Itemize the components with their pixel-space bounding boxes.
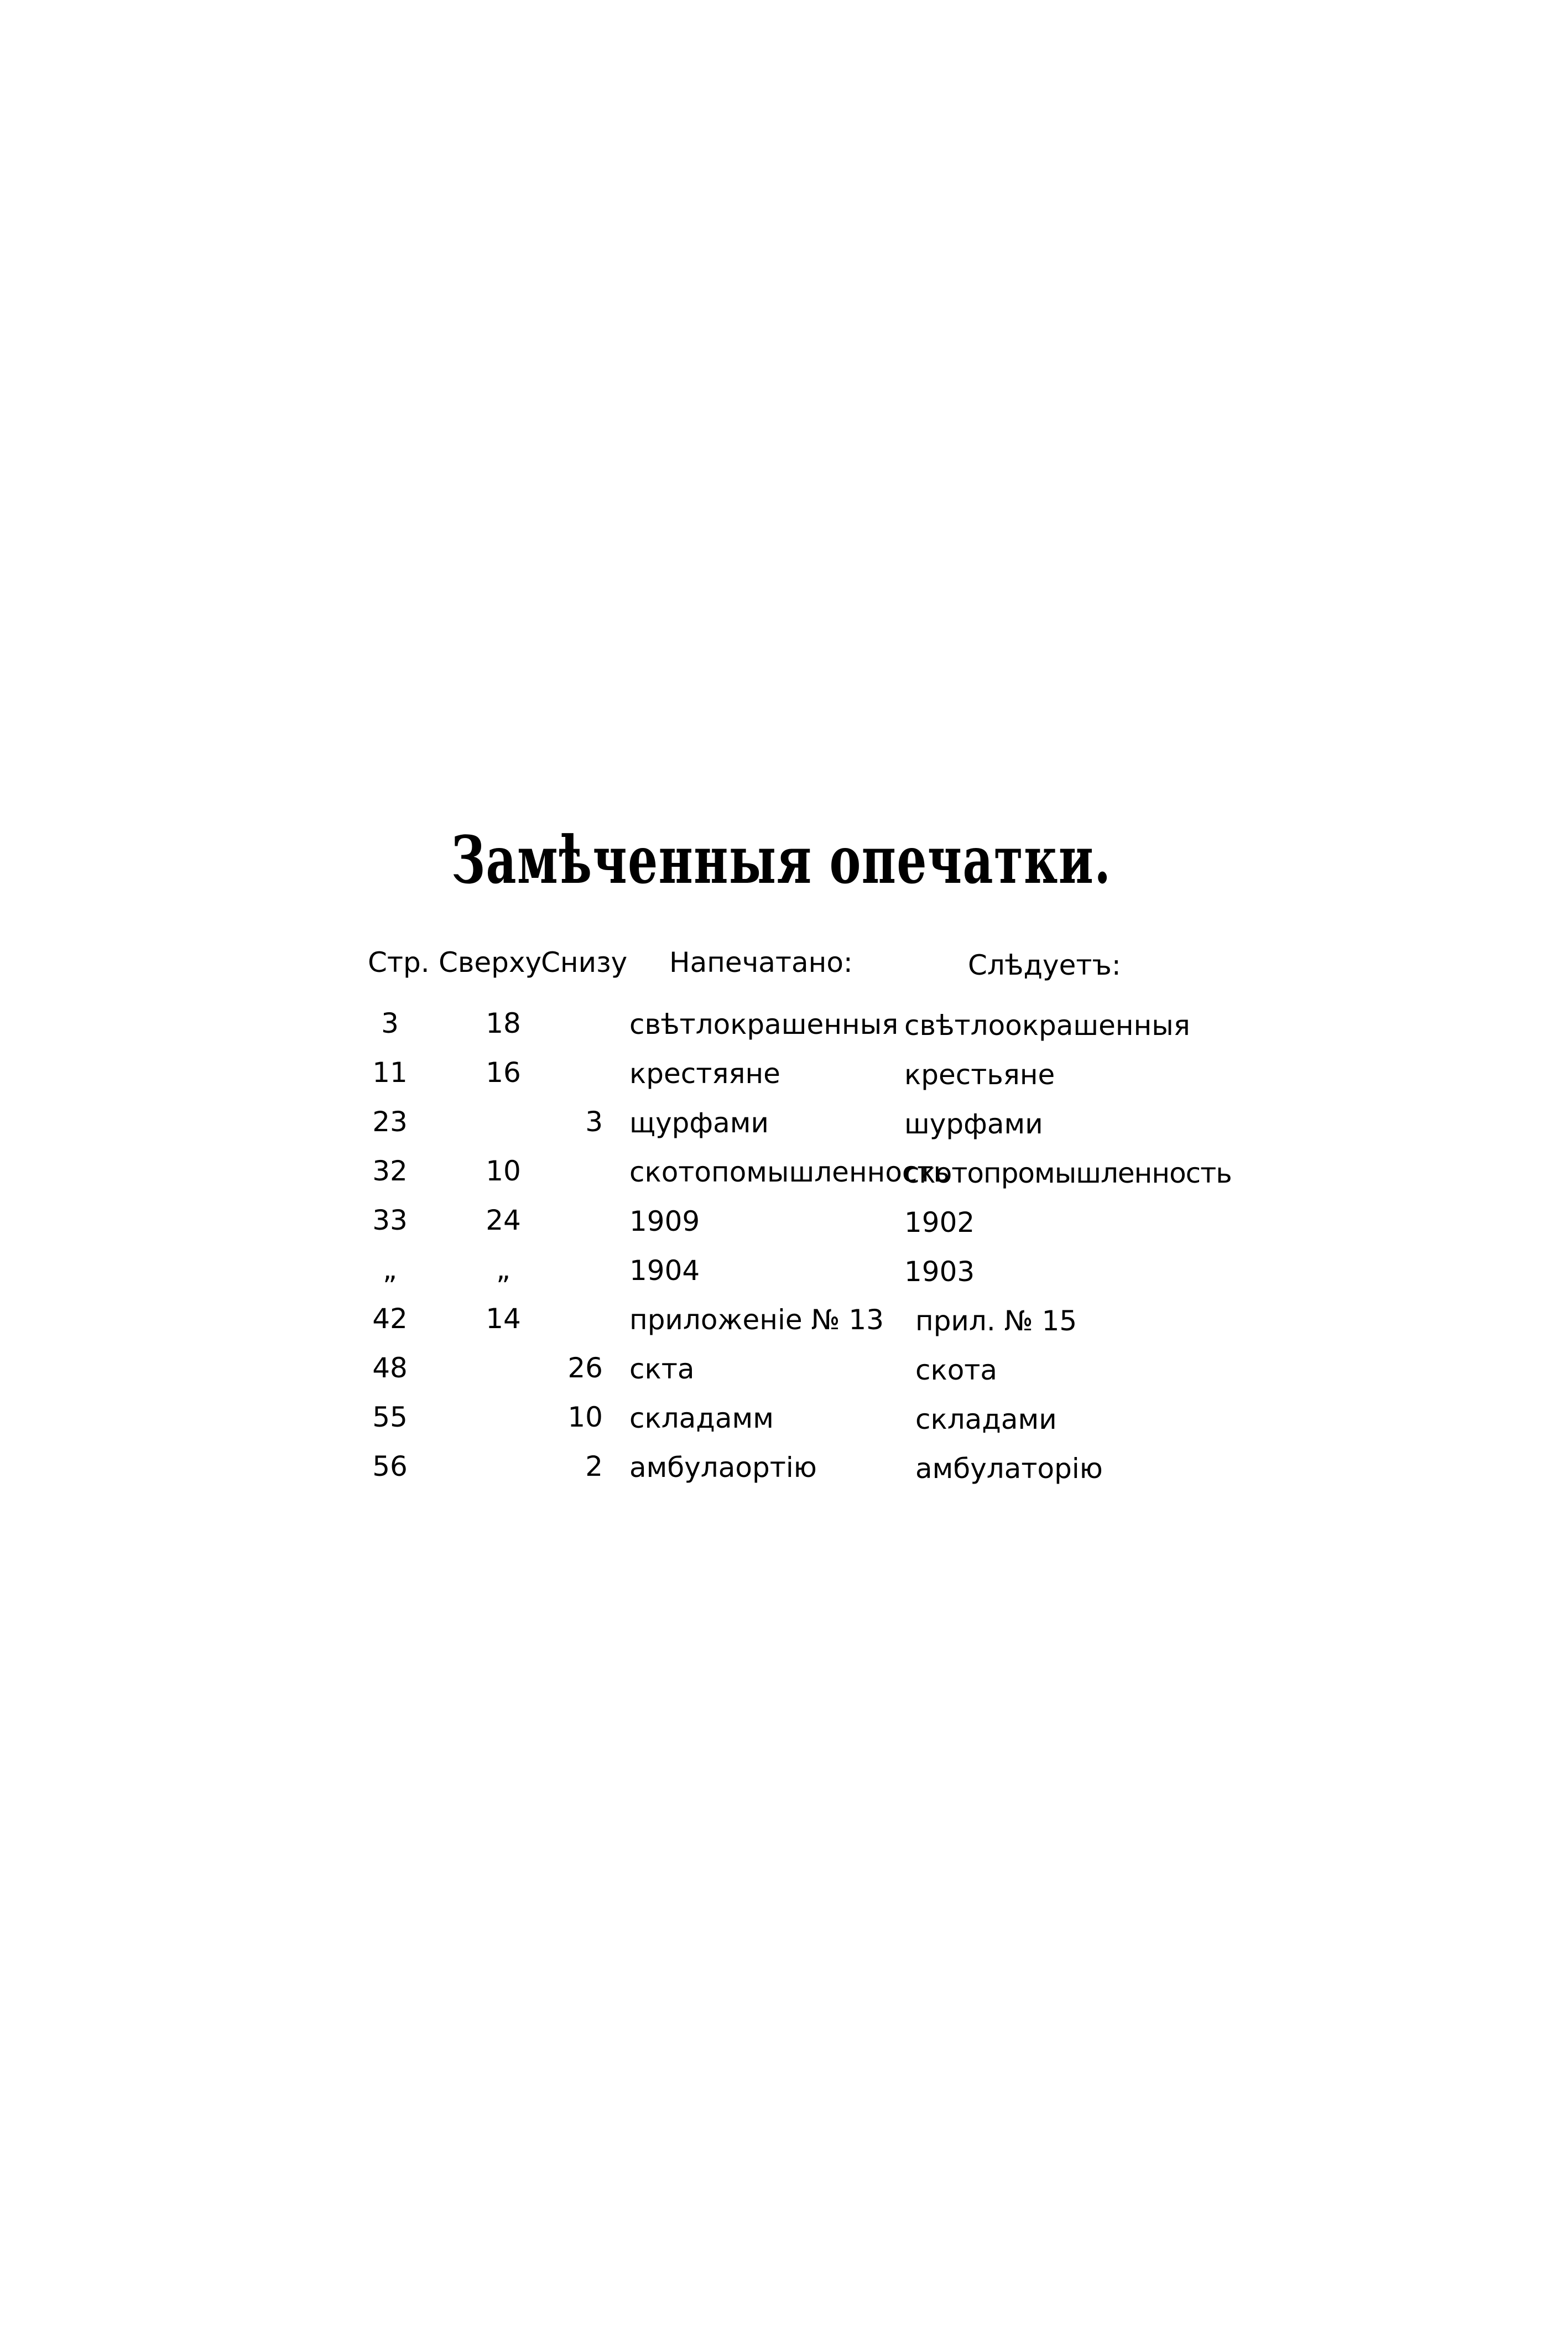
row-correct: 1903 [904, 1256, 975, 1288]
row-top: 10 [486, 1155, 521, 1187]
row-printed: скта [629, 1353, 695, 1385]
page-title: Замѣченныя опечатки. [451, 821, 1112, 898]
row-bottom: 2 [585, 1450, 603, 1482]
row-bottom: 10 [567, 1401, 603, 1433]
row-printed: свѣтлокрашенныя [629, 1008, 899, 1040]
row-printed: амбулаортiю [629, 1451, 817, 1484]
row-top: 14 [486, 1303, 521, 1335]
row-correct: свѣтлоокрашенныя [904, 1010, 1190, 1042]
row-page: 23 [372, 1106, 408, 1138]
row-page: 48 [372, 1352, 408, 1384]
row-top: 24 [486, 1204, 521, 1236]
row-page: 32 [372, 1155, 408, 1187]
row-page: 11 [372, 1057, 408, 1089]
header-printed: Напечатано: [669, 946, 853, 979]
row-printed: складамм [629, 1402, 774, 1434]
row-correct: амбулаторiю [915, 1453, 1103, 1485]
row-printed: щурфами [629, 1107, 769, 1139]
row-page: 33 [372, 1204, 408, 1236]
row-correct: шурфами [904, 1108, 1043, 1140]
row-correct: скота [915, 1354, 998, 1386]
row-top: „ [496, 1253, 510, 1286]
row-page: „ [383, 1253, 397, 1286]
row-printed: крестяяне [629, 1058, 780, 1090]
header-page: Стр. [368, 946, 430, 979]
row-top: 16 [486, 1057, 521, 1089]
row-correct: 1902 [904, 1206, 975, 1239]
row-page: 56 [372, 1450, 408, 1482]
row-bottom: 26 [567, 1352, 603, 1384]
row-printed: скотопомышленность [629, 1156, 950, 1188]
row-correct: скотопромышленность [904, 1157, 1232, 1189]
row-page: 55 [372, 1401, 408, 1433]
row-printed: 1909 [629, 1205, 700, 1237]
row-printed: 1904 [629, 1255, 700, 1287]
header-correct: Слѣдуетъ: [968, 949, 1121, 981]
row-top: 18 [486, 1007, 521, 1039]
row-correct: прил. № 15 [915, 1305, 1077, 1337]
row-bottom: 3 [585, 1106, 603, 1138]
header-bottom: Снизу [541, 946, 628, 979]
row-printed: приложенiе № 13 [629, 1304, 884, 1336]
row-page: 42 [372, 1303, 408, 1335]
header-top: Сверху [439, 946, 542, 979]
row-correct: крестьяне [904, 1059, 1055, 1091]
row-correct: складами [915, 1403, 1057, 1435]
row-page: 3 [381, 1007, 399, 1039]
